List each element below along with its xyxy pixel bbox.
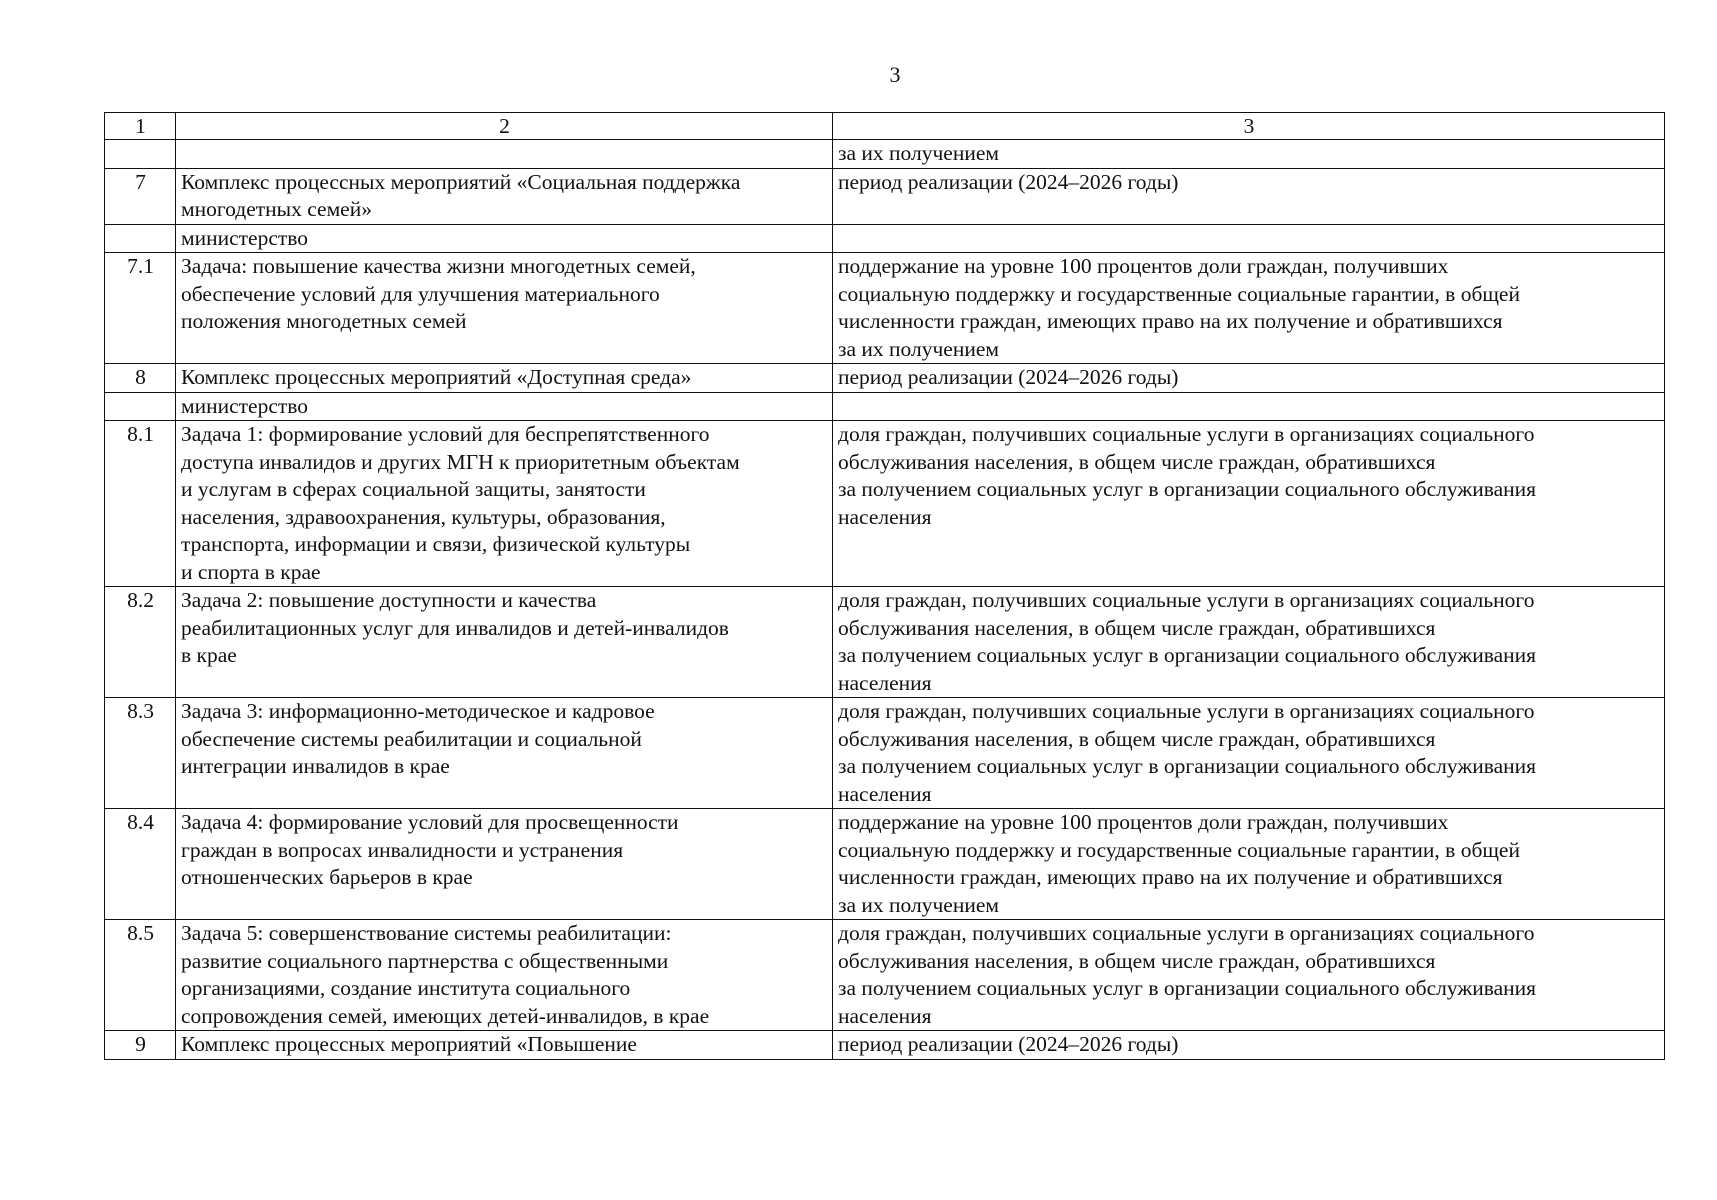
row-number: 8 [105,364,176,393]
row-number: 8.2 [105,587,176,698]
row-description: Задача 4: формирование условий для просвещенности граждан в вопросах инвалидности и устранения отношенческих барьеров в крае [176,809,833,920]
table-row [105,1031,1665,1060]
row-description: Комплекс процессных мероприятий «Социальная поддержка многодетных семей» [176,168,833,224]
table-row [105,421,1665,587]
row-number [105,392,176,421]
row-description: Задача 1: формирование условий для беспрепятственного доступа инвалидов и других МГН к приоритетным объектам и услугам в сферах социальной защиты, занятости населения, здравоохранения, культуры, образования, транспорта, информации и связи, физической культуры и спорта в крае [176,421,833,587]
row-description: Задача 3: информационно-методическое и кадровое обеспечение системы реабилитации и социальной интеграции инвалидов в крае [176,698,833,809]
page-number: 3 [889,62,901,87]
row-description: министерство [176,224,833,253]
row-indicator: поддержание на уровне 100 процентов доли граждан, получивших социальную поддержку и государственные социальные гарантии, в общей численности граждан, имеющих право на их получение и обратившихся за их получением [833,809,1665,920]
table-row [105,168,1665,224]
row-indicator: за их получением [833,140,1665,169]
row-description [176,140,833,169]
row-indicator [833,224,1665,253]
program-table [104,112,1665,1060]
header-cell-3: 3 [833,113,1665,140]
row-number: 7.1 [105,253,176,364]
row-description: Задача 5: совершенствование системы реабилитации: развитие социального партнерства с общественными организациями, создание института социального сопровождения семей, имеющих детей-инвалидов, в крае [176,920,833,1031]
row-indicator: период реализации (2024–2026 годы) [833,364,1665,393]
row-number [105,140,176,169]
row-number: 8.3 [105,698,176,809]
table-row [105,253,1665,364]
row-indicator: доля граждан, получивших социальные услуги в организациях социального обслуживания населения, в общем числе граждан, обратившихся за получением социальных услуг в организации социального обслуживания населения [833,421,1665,587]
row-number: 9 [105,1031,176,1060]
table-row [105,809,1665,920]
table-header-row [105,113,1665,140]
row-indicator [833,392,1665,421]
row-description: Комплекс процессных мероприятий «Доступная среда» [176,364,833,393]
table-row [105,364,1665,393]
row-description: Задача: повышение качества жизни многодетных семей, обеспечение условий для улучшения материального положения многодетных семей [176,253,833,364]
row-number [105,224,176,253]
row-number: 8.5 [105,920,176,1031]
row-number: 8.4 [105,809,176,920]
table-row [105,587,1665,698]
row-description: министерство [176,392,833,421]
row-indicator: период реализации (2024–2026 годы) [833,168,1665,224]
row-indicator: доля граждан, получивших социальные услуги в организациях социального обслуживания населения, в общем числе граждан, обратившихся за получением социальных услуг в организации социального обслуживания населения [833,698,1665,809]
row-description: Комплекс процессных мероприятий «Повышение [176,1031,833,1060]
header-cell-2: 2 [176,113,833,140]
row-description: Задача 2: повышение доступности и качества реабилитационных услуг для инвалидов и детей-инвалидов в крае [176,587,833,698]
table-row [105,224,1665,253]
table-row [105,920,1665,1031]
row-indicator: период реализации (2024–2026 годы) [833,1031,1665,1060]
table-row [105,140,1665,169]
row-number: 7 [105,168,176,224]
row-indicator: доля граждан, получивших социальные услуги в организациях социального обслуживания населения, в общем числе граждан, обратившихся за получением социальных услуг в организации социального обслуживания населения [833,920,1665,1031]
table-row [105,698,1665,809]
header-cell-1: 1 [105,113,176,140]
table-row [105,392,1665,421]
row-number: 8.1 [105,421,176,587]
row-indicator: доля граждан, получивших социальные услуги в организациях социального обслуживания населения, в общем числе граждан, обратившихся за получением социальных услуг в организации социального обслуживания населения [833,587,1665,698]
row-indicator: поддержание на уровне 100 процентов доли граждан, получивших социальную поддержку и государственные социальные гарантии, в общей численности граждан, имеющих право на их получение и обратившихся за их получением [833,253,1665,364]
